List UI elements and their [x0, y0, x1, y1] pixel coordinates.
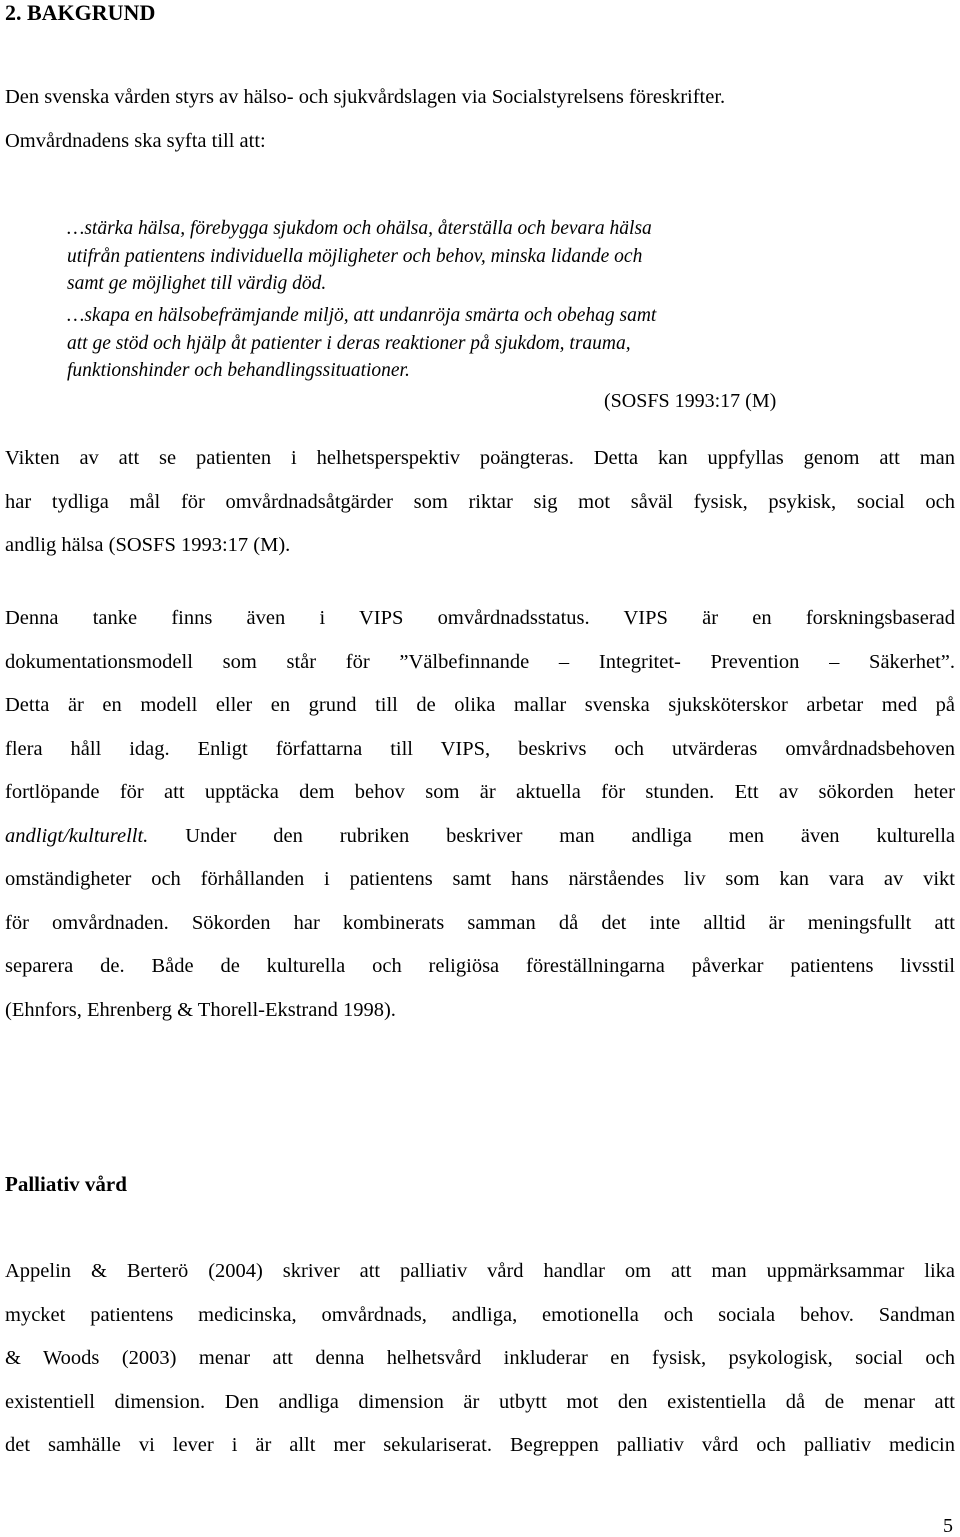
text-line: Denna tanke finns även i VIPS omvårdnadsstatus. VIPS är en forskningsbaserad	[5, 607, 955, 629]
page-number: 5	[943, 1515, 953, 1537]
intro-paragraph	[5, 76, 955, 163]
paragraph-helhetsperspektiv	[5, 437, 955, 568]
text-line: separera de. Både de kulturella och religiösa föreställningarna påverkar patientens livsstil	[5, 955, 955, 977]
text-line: omständigheter och förhållanden i patientens samt hans närståendes liv som kan vara av vikt	[5, 868, 955, 890]
quote-line: …skapa en hälsobefrämjande miljö, att undanröja smärta och obehag samt	[67, 305, 657, 326]
text-line: existentiell dimension. Den andliga dimension är utbytt mot den existentiella då de menar att	[5, 1390, 955, 1413]
quote-line: samt ge möjlighet till värdig död.	[67, 273, 327, 294]
text-line: det samhälle vi lever i är allt mer sekulariserat. Begreppen palliativ vård och palliativ medicin	[5, 1434, 955, 1456]
intro-line: Den svenska vården styrs av hälso- och sjukvårdslagen via Socialstyrelsens föreskrifter.	[5, 86, 726, 108]
text-line: mycket patientens medicinska, omvårdnads, andliga, emotionella och sociala behov. Sandman	[5, 1303, 955, 1326]
quote-sosfs-2	[67, 302, 837, 385]
text-line: Detta är en modell eller en grund till de olika mallar svenska sjuksköterskor arbetar med på	[5, 694, 955, 716]
section-heading: 2. BAKGRUND	[5, 0, 156, 25]
text-line: för omvårdnaden. Sökorden har kombinerats samman då det inte alltid är meningsfullt att	[5, 911, 955, 934]
text-line: & Woods (2003) menar att denna helhetsvård inkluderar en fysisk, psykologisk, social och	[5, 1347, 955, 1369]
quote-reference: (SOSFS 1993:17 (M)	[604, 390, 777, 412]
keyword-andligt-kulturellt: andligt/kulturellt.	[5, 824, 149, 847]
quote-line: att ge stöd och hjälp åt patienter i deras reaktioner på sjukdom, trauma,	[67, 332, 631, 354]
paragraph-palliativ	[5, 1250, 955, 1468]
text-line: Vikten av att se patienten i helhetsperspektiv poängteras. Detta kan uppfyllas genom att man	[5, 447, 955, 469]
paragraph-vips	[5, 597, 955, 1032]
text-fragment: Under den rubriken beskriver man andliga men även kulturella	[148, 824, 955, 847]
quote-line: …stärka hälsa, förebygga sjukdom och ohälsa, återställa och bevara hälsa	[67, 218, 652, 239]
text-line: flera håll idag. Enligt författarna till VIPS, beskrivs och utvärderas omvårdnadsbehoven	[5, 737, 955, 760]
text-line: dokumentationsmodell som står för ”Välbefinnande – Integritet- Prevention – Säkerhet”.	[5, 650, 955, 673]
text-line: Appelin & Berterö (2004) skriver att palliativ vård handlar om att man uppmärksammar lika	[5, 1260, 955, 1282]
section-title-palliativ-vard: Palliativ vård	[5, 1172, 127, 1196]
intro-line: Omvårdnadens ska syfta till att:	[5, 129, 266, 152]
quote-line: funktionshinder och behandlingssituationer.	[67, 360, 410, 381]
text-line: har tydliga mål för omvårdnadsåtgärder som riktar sig mot såväl fysisk, psykisk, social och	[5, 490, 955, 513]
text-line: andlig hälsa (SOSFS 1993:17 (M).	[5, 534, 291, 556]
text-line-keyword	[5, 815, 955, 859]
text-line: (Ehnfors, Ehrenberg & Thorell-Ekstrand 1998).	[5, 998, 396, 1021]
quote-line: utifrån patientens individuella möjligheter och behov, minska lidande och	[67, 245, 643, 267]
text-line: fortlöpande för att upptäcka dem behov som är aktuella för stunden. Ett av sökorden heter	[5, 781, 955, 803]
quote-sosfs-1	[67, 215, 837, 298]
